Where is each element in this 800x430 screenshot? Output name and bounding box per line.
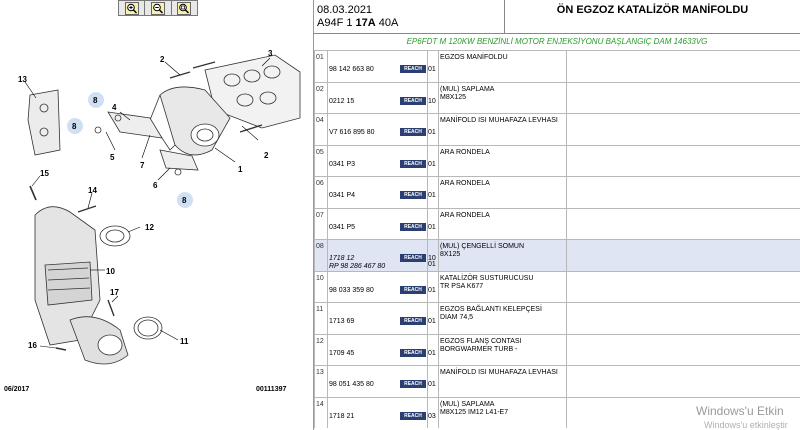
row-number: 12 bbox=[316, 337, 324, 345]
part-spec: 8X125 bbox=[440, 251, 461, 258]
part-description: EGZOS FLANŞ CONTASI bbox=[440, 337, 522, 345]
part-description: (MUL) ÇENGELLİ SOMUN bbox=[440, 243, 525, 250]
svg-text:6: 6 bbox=[153, 181, 158, 190]
zoom-in-icon bbox=[125, 2, 139, 15]
column-divider bbox=[566, 146, 567, 177]
column-divider bbox=[327, 398, 328, 429]
column-divider bbox=[566, 177, 567, 208]
table-row[interactable] bbox=[314, 145, 800, 177]
svg-text:12: 12 bbox=[145, 223, 154, 232]
column-divider bbox=[438, 303, 439, 334]
part-description: (MUL) SAPLAMA bbox=[440, 85, 495, 93]
diagram-pane bbox=[0, 0, 314, 430]
callout-8-b[interactable] bbox=[67, 118, 83, 134]
reach-badge[interactable]: REACH bbox=[400, 223, 426, 231]
svg-text:4: 4 bbox=[112, 103, 117, 112]
quantity: 01 bbox=[428, 349, 436, 357]
part-number[interactable]: 1713 69 bbox=[329, 318, 355, 325]
svg-text:3: 3 bbox=[268, 49, 273, 58]
svg-text:5: 5 bbox=[110, 153, 115, 162]
column-divider bbox=[438, 51, 439, 82]
quantity: 01 bbox=[428, 223, 436, 231]
quantity: 01 bbox=[428, 192, 436, 199]
column-divider bbox=[314, 177, 315, 208]
row-number: 11 bbox=[316, 306, 324, 313]
quantity: 01 bbox=[428, 286, 436, 294]
reach-badge[interactable]: REACH bbox=[400, 160, 426, 168]
quantity: 10 bbox=[428, 97, 436, 105]
column-divider bbox=[327, 366, 328, 397]
header-code bbox=[317, 17, 398, 29]
page-title: ÖN EGZOZ KATALİZÖR MANİFOLDU bbox=[556, 4, 749, 16]
svg-text:8: 8 bbox=[72, 122, 77, 131]
part-description: EGZOS BAĞLANTI KELEPÇESİ bbox=[440, 306, 542, 313]
table-row[interactable] bbox=[314, 239, 800, 271]
svg-text:13: 13 bbox=[18, 75, 27, 84]
header-date: 08.03.2021 bbox=[317, 4, 373, 16]
replacement-part-number[interactable]: RP 98 286 467 80 bbox=[329, 263, 386, 270]
column-divider bbox=[566, 272, 567, 303]
table-row[interactable] bbox=[314, 82, 800, 114]
svg-text:8: 8 bbox=[182, 196, 187, 205]
table-row[interactable] bbox=[314, 334, 800, 366]
column-divider bbox=[314, 83, 315, 114]
reach-badge[interactable]: REACH bbox=[400, 412, 426, 420]
column-divider bbox=[566, 240, 567, 271]
column-divider bbox=[314, 398, 315, 429]
part-spec: M8X125 bbox=[440, 93, 467, 101]
column-divider bbox=[438, 398, 439, 429]
column-divider bbox=[438, 114, 439, 145]
svg-text:16: 16 bbox=[28, 341, 37, 350]
svg-text:2: 2 bbox=[264, 151, 269, 160]
column-divider bbox=[314, 146, 315, 177]
quantity: 01 bbox=[428, 129, 436, 136]
svg-text:8: 8 bbox=[93, 96, 98, 105]
row-number: 07 bbox=[316, 211, 324, 219]
svg-text:7: 7 bbox=[140, 161, 145, 170]
part-number[interactable]: 1718 12 bbox=[329, 255, 355, 262]
column-divider bbox=[438, 240, 439, 271]
column-divider bbox=[566, 335, 567, 366]
reach-badge[interactable]: REACH bbox=[400, 380, 426, 388]
column-divider bbox=[566, 114, 567, 145]
part-number[interactable]: 0341 P4 bbox=[329, 192, 356, 199]
table-row[interactable] bbox=[314, 208, 800, 240]
part-number[interactable]: 0341 P3 bbox=[329, 160, 356, 168]
column-divider bbox=[566, 398, 567, 429]
part-description: MANİFOLD ISI MUHAFAZA LEVHASI bbox=[440, 117, 558, 124]
column-divider bbox=[314, 366, 315, 397]
column-divider bbox=[314, 335, 315, 366]
column-divider bbox=[327, 146, 328, 177]
reach-badge[interactable]: REACH bbox=[400, 191, 426, 199]
manifold-drawing bbox=[28, 55, 300, 364]
reach-badge[interactable]: REACH bbox=[400, 317, 426, 325]
row-number: 04 bbox=[316, 117, 324, 124]
part-description: MANİFOLD ISI MUHAFAZA LEVHASI bbox=[440, 369, 558, 376]
part-number[interactable]: 1709 45 bbox=[329, 349, 355, 357]
callout-8-a[interactable] bbox=[88, 92, 104, 108]
column-divider bbox=[438, 272, 439, 303]
quantity-secondary: 01 bbox=[428, 261, 436, 268]
table-row[interactable] bbox=[314, 365, 800, 397]
column-divider bbox=[327, 272, 328, 303]
quantity: 01 bbox=[428, 318, 436, 325]
quantity: 01 bbox=[428, 160, 436, 168]
table-row[interactable] bbox=[314, 50, 800, 82]
row-number: 05 bbox=[316, 148, 324, 156]
diagram-reference: 00111397 bbox=[256, 386, 287, 393]
parts-pane bbox=[314, 0, 800, 430]
table-row[interactable] bbox=[314, 113, 800, 145]
part-description: (MUL) SAPLAMA bbox=[440, 400, 495, 408]
svg-text:11: 11 bbox=[180, 337, 189, 346]
diagram-date: 06/2017 bbox=[4, 386, 30, 393]
reach-badge[interactable]: REACH bbox=[400, 254, 426, 262]
callout-8-c[interactable] bbox=[177, 192, 193, 208]
svg-text:17: 17 bbox=[110, 288, 119, 297]
part-spec: DIAM 74,5 bbox=[440, 314, 474, 321]
part-description: EGZOS MANİFOLDU bbox=[440, 54, 508, 61]
column-divider bbox=[327, 51, 328, 82]
part-number[interactable]: V7 616 895 80 bbox=[329, 129, 375, 136]
column-divider bbox=[314, 303, 315, 334]
column-divider bbox=[438, 209, 439, 240]
column-divider bbox=[327, 335, 328, 366]
row-number: 01 bbox=[316, 54, 324, 61]
row-number: 02 bbox=[316, 85, 324, 93]
part-spec: TR PSA K677 bbox=[440, 282, 484, 290]
zoom-toolbar bbox=[118, 0, 198, 16]
svg-text:1: 1 bbox=[238, 165, 243, 174]
exploded-diagram[interactable] bbox=[0, 0, 314, 430]
column-divider bbox=[438, 146, 439, 177]
header bbox=[314, 0, 800, 34]
quantity: 01 bbox=[428, 381, 436, 388]
row-number: 06 bbox=[316, 180, 324, 187]
part-number[interactable]: 0341 P5 bbox=[329, 223, 356, 231]
part-spec: M8X125 IM12 L41-E7 bbox=[440, 408, 509, 416]
column-divider bbox=[566, 303, 567, 334]
column-divider bbox=[438, 177, 439, 208]
part-number[interactable]: 98 142 663 80 bbox=[329, 66, 374, 73]
column-divider bbox=[566, 209, 567, 240]
header-code-bold: 17A bbox=[355, 17, 376, 29]
header-code-prefix: A94F 1 bbox=[317, 17, 356, 29]
row-number: 10 bbox=[316, 274, 324, 282]
reach-badge[interactable]: REACH bbox=[400, 97, 426, 105]
quantity: 10 bbox=[428, 255, 436, 262]
reach-badge[interactable]: REACH bbox=[400, 128, 426, 136]
zoom-out-button[interactable] bbox=[145, 1, 171, 15]
part-number[interactable]: 0212 15 bbox=[329, 97, 355, 105]
parts-table bbox=[314, 50, 800, 428]
column-divider bbox=[438, 83, 439, 114]
part-description: ARA RONDELA bbox=[440, 211, 490, 219]
engine-subtitle: EP6FDT M 120KW BENZİNLİ MOTOR ENJEKSİYONU BAŞLANGIÇ DAM 14633VG bbox=[406, 37, 708, 46]
svg-text:10: 10 bbox=[106, 267, 115, 276]
header-code-suffix: 40A bbox=[375, 17, 399, 29]
table-row[interactable] bbox=[314, 302, 800, 334]
activation-watermark-sub: Windows'u etkinleştir bbox=[704, 420, 788, 430]
zoom-fit-button[interactable] bbox=[172, 1, 197, 15]
part-spec: BORGWARMER TURB - bbox=[440, 345, 518, 353]
column-divider bbox=[314, 209, 315, 240]
column-divider bbox=[327, 240, 328, 271]
column-divider bbox=[438, 335, 439, 366]
column-divider bbox=[327, 209, 328, 240]
column-divider bbox=[327, 177, 328, 208]
column-divider bbox=[566, 366, 567, 397]
column-divider bbox=[566, 51, 567, 82]
column-divider bbox=[314, 272, 315, 303]
svg-text:14: 14 bbox=[88, 186, 97, 195]
reach-badge[interactable]: REACH bbox=[400, 349, 426, 357]
zoom-fit-icon bbox=[177, 2, 191, 15]
activation-watermark: Windows'u Etkin bbox=[696, 404, 784, 418]
part-number[interactable]: 98 051 435 80 bbox=[329, 381, 374, 388]
reach-badge[interactable]: REACH bbox=[400, 65, 426, 73]
column-divider bbox=[566, 83, 567, 114]
column-divider bbox=[327, 83, 328, 114]
row-number: 14 bbox=[316, 400, 324, 408]
part-number[interactable]: 1718 21 bbox=[329, 412, 355, 420]
part-description: ARA RONDELA bbox=[440, 148, 490, 156]
part-number[interactable]: 98 033 359 80 bbox=[329, 286, 374, 294]
reach-badge[interactable]: REACH bbox=[400, 286, 426, 294]
part-description: KATALİZÖR SUSTURUCUSU bbox=[440, 274, 534, 282]
column-divider bbox=[314, 240, 315, 271]
zoom-in-button[interactable] bbox=[119, 1, 145, 15]
column-divider bbox=[327, 303, 328, 334]
column-divider bbox=[327, 114, 328, 145]
svg-text:15: 15 bbox=[40, 169, 49, 178]
row-number: 13 bbox=[316, 369, 324, 376]
column-divider bbox=[314, 114, 315, 145]
table-row[interactable] bbox=[314, 271, 800, 303]
svg-text:2: 2 bbox=[160, 55, 165, 64]
part-description: ARA RONDELA bbox=[440, 180, 490, 187]
zoom-out-icon bbox=[151, 2, 165, 15]
column-divider bbox=[314, 51, 315, 82]
quantity: 01 bbox=[428, 66, 436, 73]
column-divider bbox=[438, 366, 439, 397]
quantity: 03 bbox=[428, 412, 436, 420]
table-row[interactable] bbox=[314, 176, 800, 208]
row-number: 08 bbox=[316, 243, 324, 250]
